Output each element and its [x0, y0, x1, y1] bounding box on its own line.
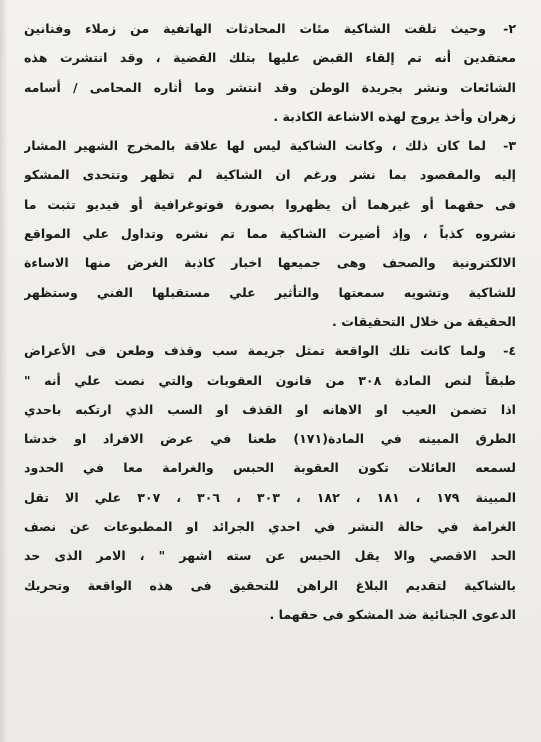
paragraph-line-text: لما كان ذلك ، وكانت الشاكية ليس لها علاقة بالمخرج الشهير المشار: [24, 138, 486, 154]
paragraph-3: [24, 131, 516, 336]
paragraph-2: [24, 14, 516, 131]
paragraph-line: الالكترونية والصحف وهى جميعها اخبار كاذبة الغرض منها الاساءة: [24, 255, 516, 271]
paragraph-line: الحقيقة من خلال التحقيقات .: [332, 313, 516, 329]
paragraph-line: إليه والمقصود بما نشر ورغم ان الشاكية لم تظهر وتتحدى المشكو: [24, 167, 516, 183]
paragraph-line: [24, 336, 516, 365]
paragraph-line: الدعوى الجنائية ضد المشكو فى حقهما .: [269, 606, 516, 622]
paragraph-line-text: ولما كانت تلك الواقعة تمثل جريمة سب وقذف وطعن فى الأعراض: [24, 343, 486, 359]
paragraph-line: زهران وأخذ يروج لهذه الاشاعة الكاذبة .: [273, 108, 516, 124]
paragraph-line: فى حقهما أو غيرهما أن يظهروا بصورة فوتوغرافية أو فيديو تثبت ما: [24, 196, 516, 212]
paragraph-line: الحد الاقصي والا يقل الحبس عن سته اشهر " ، الامر الذى حد: [24, 548, 516, 564]
paragraph-number: ٤-: [503, 343, 516, 359]
paragraph-line: الشائعات ونشر بجريدة الوطن وقد انتشر وما أثاره المحامى / أسامه: [24, 79, 516, 95]
paragraph-number: ٣-: [503, 138, 516, 154]
paragraph-line-text: وحيث تلقت الشاكية مئات المحادثات الهاتفية من زملاء وفنانين: [24, 21, 486, 36]
paragraph-4: [24, 336, 516, 629]
paragraph-number: ٢-: [503, 21, 516, 36]
paragraph-line: معتقدين أنه تم إلقاء القبض عليها بتلك القضية ، وقد انتشرت هذه: [24, 50, 516, 66]
document-body: [24, 14, 516, 629]
paragraph-line: لسمعه العائلات تكون العقوبة الحبس والغرامة معا في الحدود: [24, 460, 516, 476]
paragraph-line: اذا تضمن العيب او الاهانه او القذف او السب الذي ارتكبه باحدي: [24, 401, 516, 417]
paragraph-line: الطرق المبينه في المادة(١٧١) طعنا في عرض الافراد او خدشا: [24, 431, 516, 447]
paragraph-line: طبقاً لنص المادة ٣٠٨ من قانون العقوبات والتي نصت علي أنه ": [24, 372, 516, 388]
paragraph-line: للشاكية وتشويه سمعتها والتأثير علي مستقبلها الفني وستظهر: [24, 284, 516, 300]
paragraph-line: المبينة ١٧٩ ، ١٨١ ، ١٨٢ ، ٣٠٣ ، ٣٠٦ ، ٣٠٧ علي الا تقل: [24, 489, 516, 505]
paragraph-line: [24, 14, 516, 43]
page-edge-shadow: [0, 0, 8, 742]
paragraph-line: الغرامة في حالة النشر في احدي الجرائد او المطبوعات عن نصف: [24, 519, 516, 535]
paragraph-line: نشروه كذباً ، وإذ أضيرت الشاكية مما تم نشره وتداول علي المواقع: [24, 226, 516, 242]
paragraph-line: [24, 131, 516, 160]
paragraph-line: بالشاكية لتقديم البلاغ الراهن للتحقيق فى هذه الواقعة وتحريك: [24, 577, 516, 593]
